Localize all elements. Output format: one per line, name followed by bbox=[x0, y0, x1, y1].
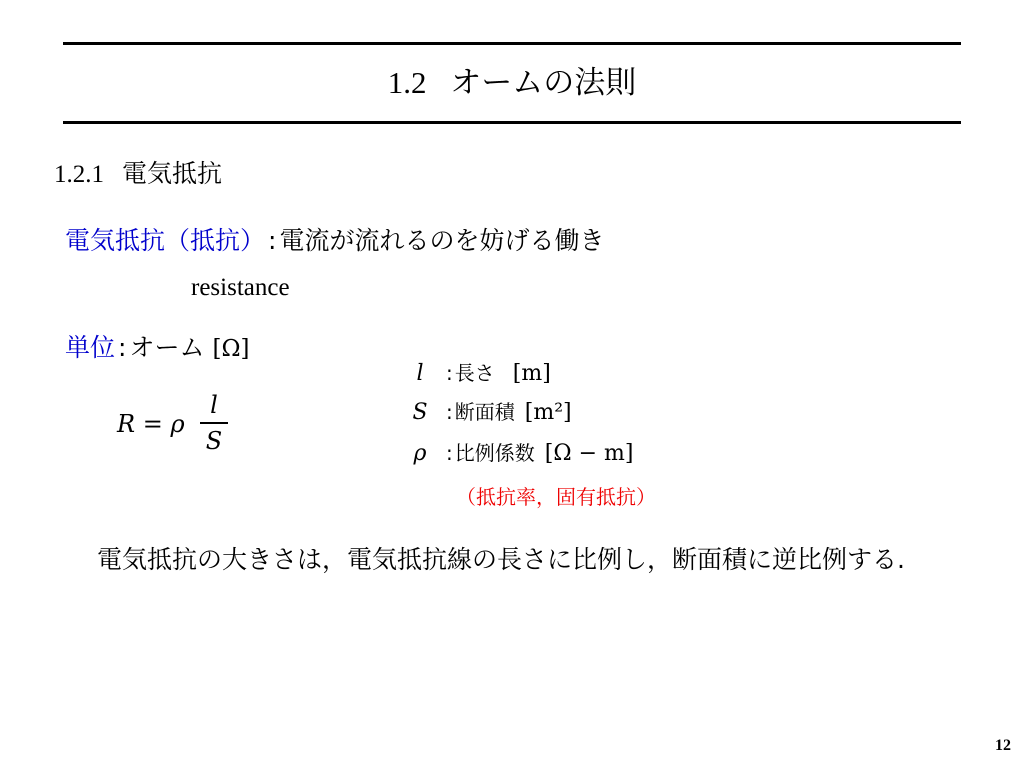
variable-row-length bbox=[402, 355, 551, 391]
summary-text: 電気抵抗の大きさは，電気抵抗線の長さに比例し，断面積に逆比例する. bbox=[97, 545, 905, 574]
section-number: 1.2 bbox=[387, 65, 427, 100]
resistivity-note: （抵抗率，固有抵抗） bbox=[456, 485, 656, 509]
variable-row-area bbox=[402, 394, 572, 430]
variable-symbol: l bbox=[416, 361, 424, 386]
title-top-rule bbox=[63, 42, 961, 45]
title-bottom-rule bbox=[63, 121, 961, 124]
definition-term: 電気抵抗（抵抗） bbox=[65, 226, 266, 255]
definition-english: resistance bbox=[191, 274, 290, 301]
formula-fraction bbox=[200, 390, 228, 456]
variable-unit: [m] bbox=[512, 361, 551, 386]
unit-symbol: [Ω] bbox=[212, 336, 250, 362]
page-number: 12 bbox=[995, 737, 1011, 754]
variable-meaning: 断面積 bbox=[454, 400, 515, 424]
unit-colon: : bbox=[118, 333, 127, 362]
definition-text: 電流が流れるのを妨げる働き bbox=[279, 226, 605, 255]
formula-numerator: l bbox=[210, 391, 218, 419]
variable-row-coefficient bbox=[402, 435, 633, 471]
subsection-heading bbox=[54, 156, 222, 193]
section-title bbox=[0, 60, 1024, 106]
definition-line bbox=[65, 222, 604, 260]
definition-colon: : bbox=[268, 226, 277, 255]
variable-unit: [Ω − m] bbox=[544, 441, 634, 466]
formula-denominator: S bbox=[205, 426, 223, 455]
variable-colon: : bbox=[446, 400, 453, 424]
subsection-number: 1.2.1 bbox=[54, 161, 104, 188]
variable-meaning: 長さ bbox=[454, 361, 495, 385]
variable-colon: : bbox=[446, 361, 453, 385]
formula-lhs: R = ρ bbox=[117, 410, 185, 438]
variable-unit: [m²] bbox=[524, 400, 572, 425]
variable-colon: : bbox=[446, 441, 453, 465]
variable-symbol: ρ bbox=[413, 441, 427, 466]
unit-name: オーム bbox=[129, 333, 205, 362]
unit-label: 単位 bbox=[65, 333, 116, 362]
fraction-bar bbox=[200, 422, 228, 424]
unit-line bbox=[65, 329, 249, 368]
variable-symbol: S bbox=[412, 400, 428, 425]
section-title-text: オームの法則 bbox=[450, 65, 637, 101]
subsection-title: 電気抵抗 bbox=[122, 159, 223, 188]
variable-meaning: 比例係数 bbox=[454, 441, 535, 465]
